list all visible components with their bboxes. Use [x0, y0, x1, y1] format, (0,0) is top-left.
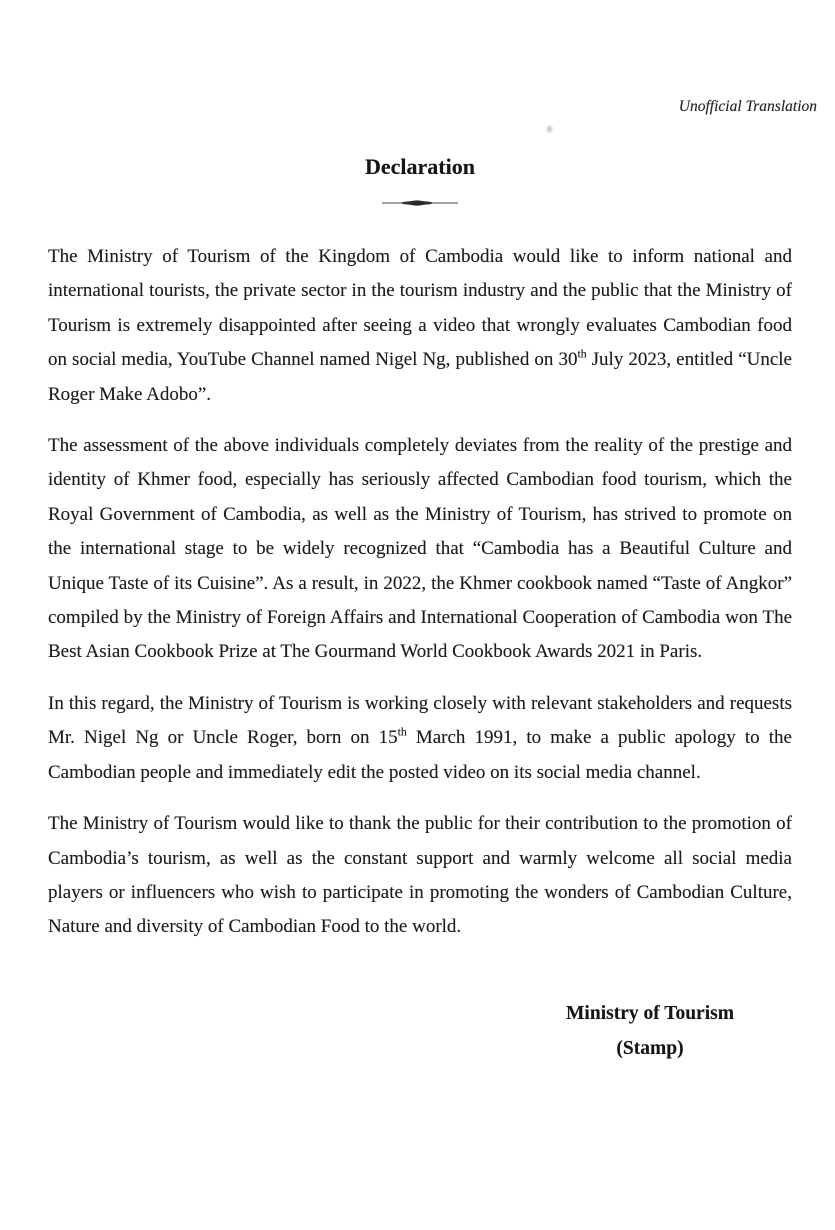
- title-divider-flourish: [48, 199, 792, 207]
- paragraph-1: The Ministry of Tourism of the Kingdom of Cambodia would like to inform national and international tourists, the private sector in the tourism industry and the public that the Ministry of Tourism is extremely disappointed after seeing a video that wrongly evaluates Cambodian food on social media, YouTube Channel named Nigel Ng, published on 30th July 2023, entitled “Uncle Roger Make Adobo”.: [48, 246, 792, 405]
- paragraph-4: The Ministry of Tourism would like to thank the public for their contribution to the promotion of Cambodia’s tourism, as well as the constant support and warmly welcome all social media players or influencers who wish to participate in promoting the wonders of Cambodian Culture, Nature and diversity of Cambodian Food to the world.: [48, 813, 792, 938]
- signature-stamp: (Stamp): [616, 1038, 684, 1059]
- unofficial-translation-note: Unofficial Translation: [678, 98, 817, 115]
- paragraph-3: In this regard, the Ministry of Tourism is working closely with relevant stakeholders and requests Mr. Nigel Ng or Uncle Roger, born on 15th March 1991, to make a public apology to the Cambodian people and immediately edit the posted video on its social media channel.: [48, 692, 792, 783]
- document-body: [48, 240, 792, 962]
- flourish-line-icon: [381, 199, 459, 207]
- signature-block: [478, 996, 822, 1066]
- paragraph-2: The assessment of the above individuals completely deviates from the reality of the prestige and identity of Khmer food, especially has seriously affected Cambodian food tourism, which the Royal Government of Cambodia, as well as the Ministry of Tourism, has strived to promote on the international stage to be widely recognized that “Cambodia has a Beautiful Culture and Unique Taste of its Cuisine”. As a result, in 2022, the Khmer cookbook named “Taste of Angkor” compiled by the Ministry of Foreign Affairs and International Cooperation of Cambodia won The Best Asian Cookbook Prize at The Gourmand World Cookbook Awards 2021 in Paris.: [48, 435, 792, 663]
- document-title: Declaration: [365, 154, 475, 179]
- signature-org: Ministry of Tourism: [566, 1003, 734, 1024]
- scan-speck-artifact: [547, 126, 552, 132]
